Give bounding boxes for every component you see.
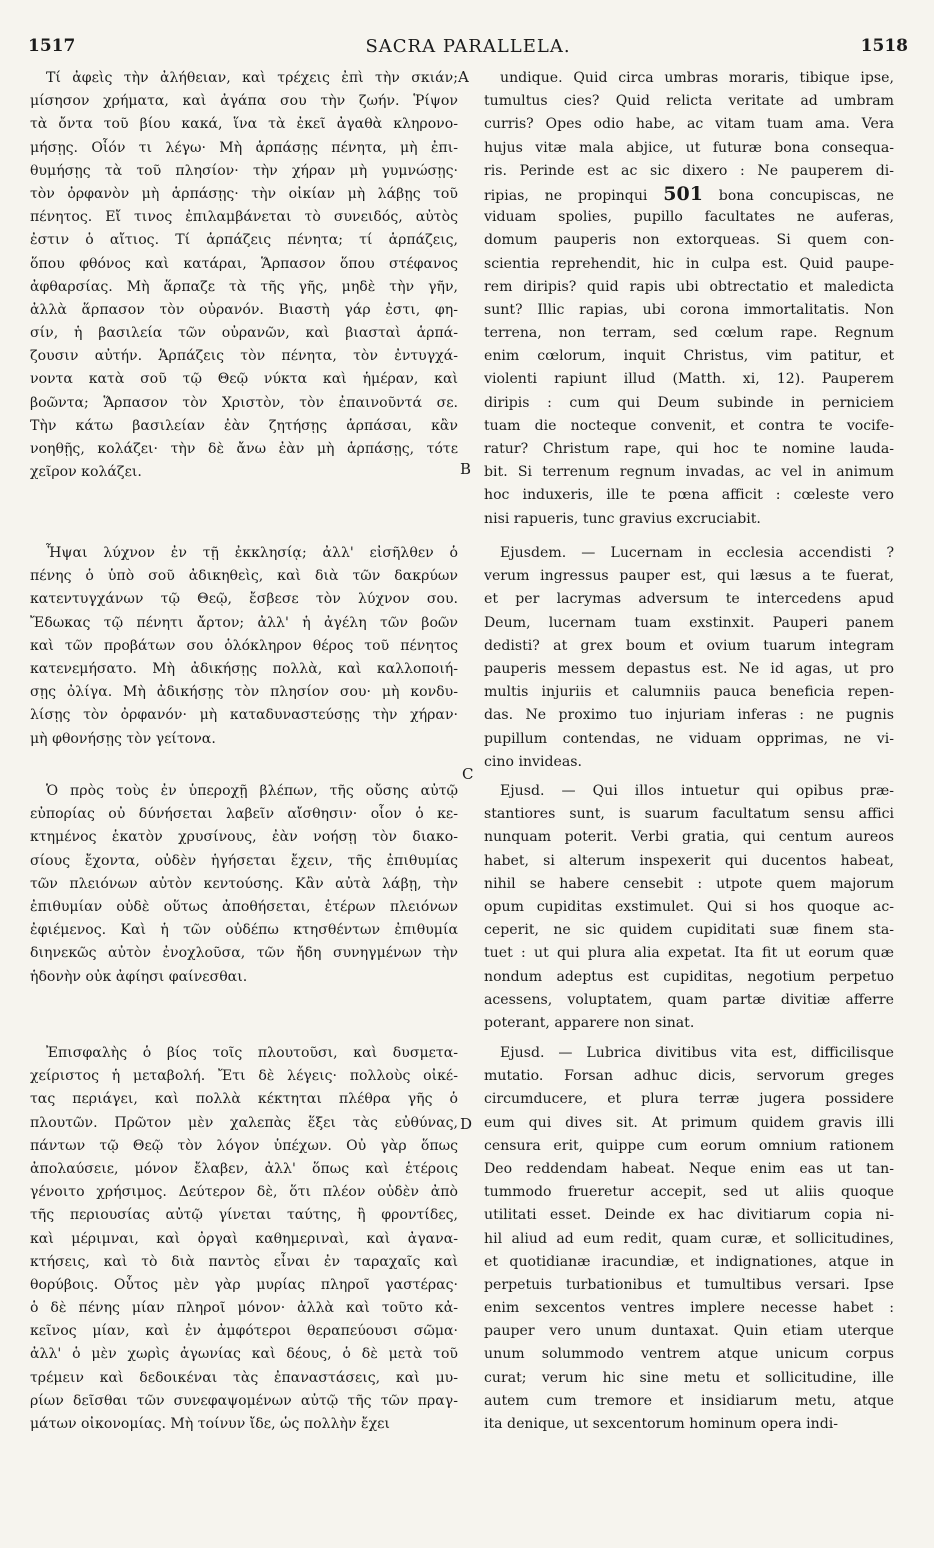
text-line: et quotidianæ iracundiæ, et indignationes, atque in bbox=[484, 1253, 894, 1270]
text-line: sunt? Illic rapias, ubi corona immortalitatis. Non bbox=[484, 301, 894, 318]
text-line: enim cœlorum, inquit Christus, vim patitur, et bbox=[484, 348, 894, 365]
text-line: ρίων δεῖσθαι τῶν συνεφαψομένων αὐτῷ τῆς τῶν πραγ- bbox=[30, 1392, 458, 1409]
section-marker-b: B bbox=[460, 460, 472, 478]
text-line: σίους ἔχοντα, οὐδὲν ἡγήσεται ἔχειν, τῆς ἐπιθυμίας bbox=[30, 852, 458, 869]
text-line: μὴ φθονήσῃς τὸν γείτονα. bbox=[30, 730, 216, 747]
text-line: curris? Opes odio habe, ac vitam tuam ama. Vera bbox=[484, 116, 894, 133]
text-line: viduam spolies, pupillo facultates ne auferas, bbox=[484, 209, 894, 226]
text-line: Τί ἀφεὶς τὴν ἀλήθειαν, καὶ τρέχεις ἐπὶ τὴν σκιάν; bbox=[46, 70, 458, 86]
text-line: ἀπολαύσειε, μόνον ἔλαβεν, ἀλλ' ὅπως καὶ ἑτέροις bbox=[30, 1160, 458, 1177]
text-line: tummodo frueretur accepit, sed ut aliis quoque bbox=[484, 1184, 894, 1201]
text-line: ἡδονὴν οὐκ ἀφίησι φαίνεσθαι. bbox=[30, 968, 248, 985]
text-line: pauper vero unum duntaxat. Quin etiam uterque bbox=[484, 1323, 894, 1340]
text-line: pauperis messem depastus est. Ne id agas, ut pro bbox=[484, 660, 894, 677]
text-line: ἀλλ' ὁ μὲν χωρὶς ἀγωνίας καὶ δέους, ὁ δὲ μετὰ τοῦ bbox=[30, 1346, 458, 1363]
text-line: dedisti? at grex boum et ovium tuarum integram bbox=[484, 637, 894, 654]
text-line bbox=[484, 183, 894, 206]
text-line: κατεντυγχάνων τῷ Θεῷ, ἔσβεσε τὸν λύχνον σου. bbox=[30, 591, 458, 608]
text-line: censura erit, quippe cum eorum omnium rationem bbox=[484, 1137, 894, 1154]
text-line: θυμήσῃς τὰ τοῦ πλησίον· τὴν χήραν μὴ γυμνώσῃς· bbox=[30, 162, 458, 179]
text-line: χεῖρον κολάζει. bbox=[30, 464, 142, 481]
text-line: pupillum contendas, ne viduam opprimas, ne vi- bbox=[484, 730, 894, 747]
text-line: ζουσιν αὐτήν. Ἁρπάζεις τὸν πένητα, τὸν ἐντυγχά- bbox=[30, 348, 458, 365]
text-line: ita denique, ut sexcentorum hominum opera indi- bbox=[484, 1416, 839, 1432]
left-page-number: 1517 bbox=[28, 36, 76, 56]
text-line: ἐφιέμενος. Καὶ ἡ τῶν οὐδέπω κτησθέντων ἐπιθυμία bbox=[30, 922, 458, 939]
text-line: ἐπιθυμίαν οὐδὲ οὕτως ἀποθήσεται, ἑτέρων πλειόνων bbox=[30, 898, 458, 915]
text-line: opum cupiditas exstimulet. Qui si hos quoque ac- bbox=[484, 898, 894, 915]
text-line: βοῶντα; Ἅρπασον τὸν Χριστὸν, τὸν ἐπαινοῦντά σε. bbox=[30, 394, 458, 411]
text-line: unum solummodo ventrem atque unicum corpus bbox=[484, 1346, 894, 1363]
text-line: τας περιάγει, καὶ πολλὰ κέκτηται πλέθρα γῆς ὁ bbox=[30, 1091, 458, 1108]
text-line: μίσησον χρήματα, καὶ ἀγάπα σου τὴν ζωήν. Ῥίψον bbox=[30, 93, 458, 110]
text-span: bona concupiscas, ne bbox=[702, 187, 894, 204]
text-line: Deo reddendam habeat. Neque enim eas ut tan- bbox=[484, 1160, 894, 1177]
greek-paragraph-1 bbox=[30, 67, 458, 484]
text-line: πάντων τῷ Θεῷ τὸν λόγον ὑπέχων. Οὐ γὰρ ὅπως bbox=[30, 1137, 458, 1154]
text-line: διηνεκῶς αὐτὸν ἐνοχλοῦσα, τῶν ἤδη συνηγμένων τὴν bbox=[30, 945, 458, 962]
text-line: terrena, non terram, sed cœlum rape. Regnum bbox=[484, 325, 894, 342]
text-line: πένητος. Εἴ τινος ἐπιλαμβάνεται τὸ συνειδός, αὐτὸς bbox=[30, 209, 458, 226]
text-line: habet, si alterum inspexerit qui ducentos habeat, bbox=[484, 852, 894, 869]
latin-paragraph-3 bbox=[484, 780, 894, 1035]
text-line: πένης ὁ ὑπὸ σοῦ ἀδικηθεὶς, καὶ διὰ τῶν δακρύων bbox=[30, 568, 458, 585]
text-line: ὁ δὲ πένης μίαν πληροῖ μόνον· ἀλλὰ καὶ τοῦτο κἀ- bbox=[30, 1300, 458, 1317]
text-line: ris. Perinde est ac sic dixero : Ne pauperem di- bbox=[484, 162, 894, 179]
text-line: ὅπου φθόνος καὶ κατάραι, Ἅρπασον ὅπου στέφανος bbox=[30, 255, 458, 272]
text-line: σῃς ὀλίγα. Μὴ ἀδικήσῃς τὸν πλησίον σου· μὴ κονδυ- bbox=[30, 684, 458, 701]
text-line: λίσῃς τὸν ὀρφανόν· μὴ καταδυναστεύσῃς τὴν χήραν· bbox=[30, 707, 458, 724]
text-line: et per lacrymas adversum te intercedens apud bbox=[484, 591, 894, 608]
text-line: χείριστος ἡ μεταβολή. Ἔτι δὲ λέγεις· πολλοὺς οἰκέ- bbox=[30, 1068, 458, 1085]
text-span: ripias, ne propinqui bbox=[484, 187, 664, 204]
text-line: κτημένος ἑκατὸν χρυσίνους, ἐὰν νοήσῃ τὸν διακο- bbox=[30, 829, 458, 846]
text-line: κατενεμήσατο. Μὴ ἀδικήσῃς πολλὰ, καὶ καλλοποιή- bbox=[30, 660, 458, 677]
text-line: nihil se habere censebit : utpote quem majorum bbox=[484, 875, 894, 892]
latin-paragraph-1 bbox=[484, 67, 894, 531]
text-line: tuet : ut qui plura alia expetat. Ita fit ut eorum quæ bbox=[484, 945, 894, 962]
text-line: ἀλλὰ ἅρπασον τὸν οὐρανόν. Βιαστὴ γάρ ἐστι, φη- bbox=[30, 301, 458, 318]
text-line: nondum adeptus est cupiditas, negotium perpetuo bbox=[484, 968, 894, 985]
greek-paragraph-2 bbox=[30, 542, 458, 751]
text-line: καὶ μέριμναι, καὶ ὀργαὶ καθημεριναὶ, καὶ ἀγανα- bbox=[30, 1230, 458, 1247]
section-marker-d: D bbox=[460, 1115, 473, 1133]
text-line: τὰ ὄντα τοῦ βίου κακά, ἵνα τὰ ἐκεῖ ἀγαθὰ κληρονο- bbox=[30, 116, 458, 133]
running-header bbox=[28, 36, 908, 64]
text-line: μήσῃς. Οἷόν τι λέγω· Μὴ ἁρπάσῃς πένητα, μὴ ἐπι- bbox=[30, 139, 458, 156]
latin-paragraph-2 bbox=[484, 542, 894, 774]
text-line: γένοιτο χρήσιμος. Δεύτερον δὲ, ὅτι πλέον οὐδὲν ἀπὸ bbox=[30, 1184, 458, 1201]
text-line: multis injuriis et calumniis pauca beneficia repen- bbox=[484, 684, 894, 701]
text-line: ceperit, ne sic quidem cupiditati suæ finem sta- bbox=[484, 922, 894, 939]
text-line: κεῖνος μίαν, καὶ ἐν ἀμφότεροι θεραπεύουσι σῶμα· bbox=[30, 1323, 458, 1340]
text-line: Ἐπισφαλὴς ὁ βίος τοῖς πλουτοῦσι, καὶ δυσμετα- bbox=[46, 1045, 458, 1061]
text-line: εὐπορίας οὐ δύνήσεται λαβεῖν αἴσθησιν· οἷον ὁ κε- bbox=[30, 806, 458, 823]
text-line: circumducere, et plura terræ jugera possidere bbox=[484, 1091, 894, 1108]
text-line: mutatio. Forsan adhuc dicis, servorum greges bbox=[484, 1068, 894, 1085]
text-line: πλουτῶν. Πρῶτον μὲν χαλεπὰς ἕξει τὰς εὐθύνας, bbox=[30, 1114, 458, 1131]
text-line: verum ingressus pauper est, qui læsus a te fuerat, bbox=[484, 568, 894, 585]
text-line: μάτων οἰκονομίας. Μὴ τοίνυν ἴδε, ὡς πολλὴν ἔχει bbox=[30, 1416, 390, 1432]
text-line: acessens, voluptatem, quam partæ divitiæ afferre bbox=[484, 991, 894, 1008]
text-line: νοντα κατὰ σοῦ τῷ Θεῷ νύκτα καὶ ἡμέραν, καὶ bbox=[30, 371, 458, 388]
text-line: Ejusd. — Qui illos intuetur qui opibus præ- bbox=[500, 783, 894, 799]
text-line: hoc induxeris, ille te pœna afficit : cœleste vero bbox=[484, 487, 894, 504]
text-line: ἐστιν ὁ αἴτιος. Τί ἁρπάζεις πένητα; τί ἁρπάζεις, bbox=[30, 232, 458, 249]
text-line: perpetuis turbationibus et tumultibus versari. Ipse bbox=[484, 1276, 894, 1293]
text-line: θορύβοις. Οὗτος μὲν γὰρ μυρίας πληροῖ γαστέρας· bbox=[30, 1276, 458, 1293]
text-line: hil aliud ad eum redit, quam curæ, et sollicitudines, bbox=[484, 1230, 894, 1247]
text-line: autem cum tremore et insidiarum metu, atque bbox=[484, 1392, 894, 1409]
text-line: νοηθῇς, κολάζει· τὴν δὲ ἄνω ἐὰν μὴ ἁρπάσῃς, τότε bbox=[30, 441, 458, 457]
text-line: Deum, lucernam tuam exstinxit. Pauperi panem bbox=[484, 614, 894, 631]
text-line: curat; verum hic sine metu et sollicitudine, ille bbox=[484, 1369, 894, 1386]
text-line: utilitati esset. Deinde ex hac divitiarum copia ni- bbox=[484, 1207, 894, 1224]
text-line: undique. Quid circa umbras moraris, tibique ipse, bbox=[500, 70, 894, 86]
text-line: tumultus cies? Quid relicta veritate ad umbram bbox=[484, 93, 894, 110]
text-line: Ejusd. — Lubrica divitibus vita est, difficilisque bbox=[500, 1045, 894, 1061]
text-line: cino invideas. bbox=[484, 753, 582, 770]
text-line: tuam die nocteque convenit, et contra te vocife- bbox=[484, 417, 894, 434]
text-line: eum qui dives sit. At primum quidem gravis illi bbox=[484, 1114, 894, 1131]
text-line: scientia reprehendit, hic in culpa est. Quid paupe- bbox=[484, 255, 894, 272]
section-marker-c: C bbox=[462, 765, 474, 783]
text-line: κτήσεις, καὶ τὸ διὰ παντὸς εἶναι ἐν ταραχαῖς καὶ bbox=[30, 1253, 458, 1270]
text-line: poterant, apparere non sinat. bbox=[484, 1014, 695, 1031]
text-line: stantiores sunt, is suarum facultatum sensu affici bbox=[484, 806, 894, 823]
text-line: σίν, ἡ βασιλεία τῶν οὐρανῶν, καὶ βιασταὶ ἁρπά- bbox=[30, 325, 458, 342]
text-line: Ejusdem. — Lucernam in ecclesia accendisti ? bbox=[500, 545, 894, 561]
text-line: nisi rapueris, tunc gravius excruciabit. bbox=[484, 510, 761, 527]
text-line: ἀφθαρσίας. Μὴ ἅρπαζε τὰ τῆς γῆς, μηδὲ τὴν γῆν, bbox=[30, 278, 458, 295]
text-line: Ὁ πρὸς τοὺς ἐν ὑπεροχῇ βλέπων, τῆς οὔσης αὐτῷ bbox=[46, 783, 458, 799]
text-line: diripis : cum qui Deum subinde in perniciem bbox=[484, 394, 894, 411]
column-number: 501 bbox=[663, 182, 703, 205]
text-line: Τὴν κάτω βασιλείαν ἐὰν ζητήσῃς ἁρπάσαι, κἂν bbox=[30, 417, 458, 434]
text-line: τῆς περιουσίας αὐτῷ γίνεται ταύτης, ἢ φροντίδες, bbox=[30, 1207, 458, 1224]
text-line: ratur? Christum rape, qui hoc te nomine lauda- bbox=[484, 441, 894, 457]
text-line: Ἧψαι λύχνον ἐν τῇ ἐκκλησίᾳ; ἀλλ' εἰσῆλθεν ὁ bbox=[46, 545, 458, 561]
text-line: τὸν ὀρφανὸν μὴ ἁρπάσῃς· τὴν οἰκίαν μὴ λάβῃς τοῦ bbox=[30, 185, 458, 202]
text-line: nunquam poterit. Verbi gratia, qui centum aureos bbox=[484, 829, 894, 846]
text-line: das. Ne proximo tuo injuriam inferas : ne pugnis bbox=[484, 707, 894, 724]
greek-paragraph-4 bbox=[30, 1042, 458, 1436]
text-line: τῶν πλειόνων αὐτὸν κεντούσης. Κἂν αὐτὰ λάβῃ, τὴν bbox=[30, 875, 458, 892]
text-line: hujus vitæ mala abjice, ut futuræ bona consequa- bbox=[484, 139, 894, 156]
latin-paragraph-4 bbox=[484, 1042, 894, 1436]
text-line: rem diripis? quid rapis ubi obtrectatio et maledicta bbox=[484, 278, 894, 295]
text-line: domum pauperis non extorqueas. Si quem con- bbox=[484, 232, 894, 249]
text-line: Ἔδωκας τῷ πένητι ἄρτον; ἀλλ' ἡ ἀγέλη τῶν βοῶν bbox=[30, 614, 458, 631]
section-marker-a: A bbox=[458, 68, 469, 86]
page-title: SACRA PARALLELA. bbox=[365, 36, 571, 57]
text-line: enim sexcentos ventres implere necesse habet : bbox=[484, 1300, 894, 1317]
greek-paragraph-3 bbox=[30, 780, 458, 989]
text-line: καὶ τῶν προβάτων σου ὁλόκληρον θέρος τοῦ πένητος bbox=[30, 637, 458, 654]
text-line: bit. Si terrenum regnum invadas, ac vel in animum bbox=[484, 464, 894, 481]
text-line: violenti rapiunt illud (Matth. xi, 12). Pauperem bbox=[484, 371, 894, 388]
text-line: τρέμειν καὶ δεδοικέναι τὰς ἐπαναστάσεις, καὶ μυ- bbox=[30, 1369, 458, 1386]
right-page-number: 1518 bbox=[860, 36, 908, 56]
